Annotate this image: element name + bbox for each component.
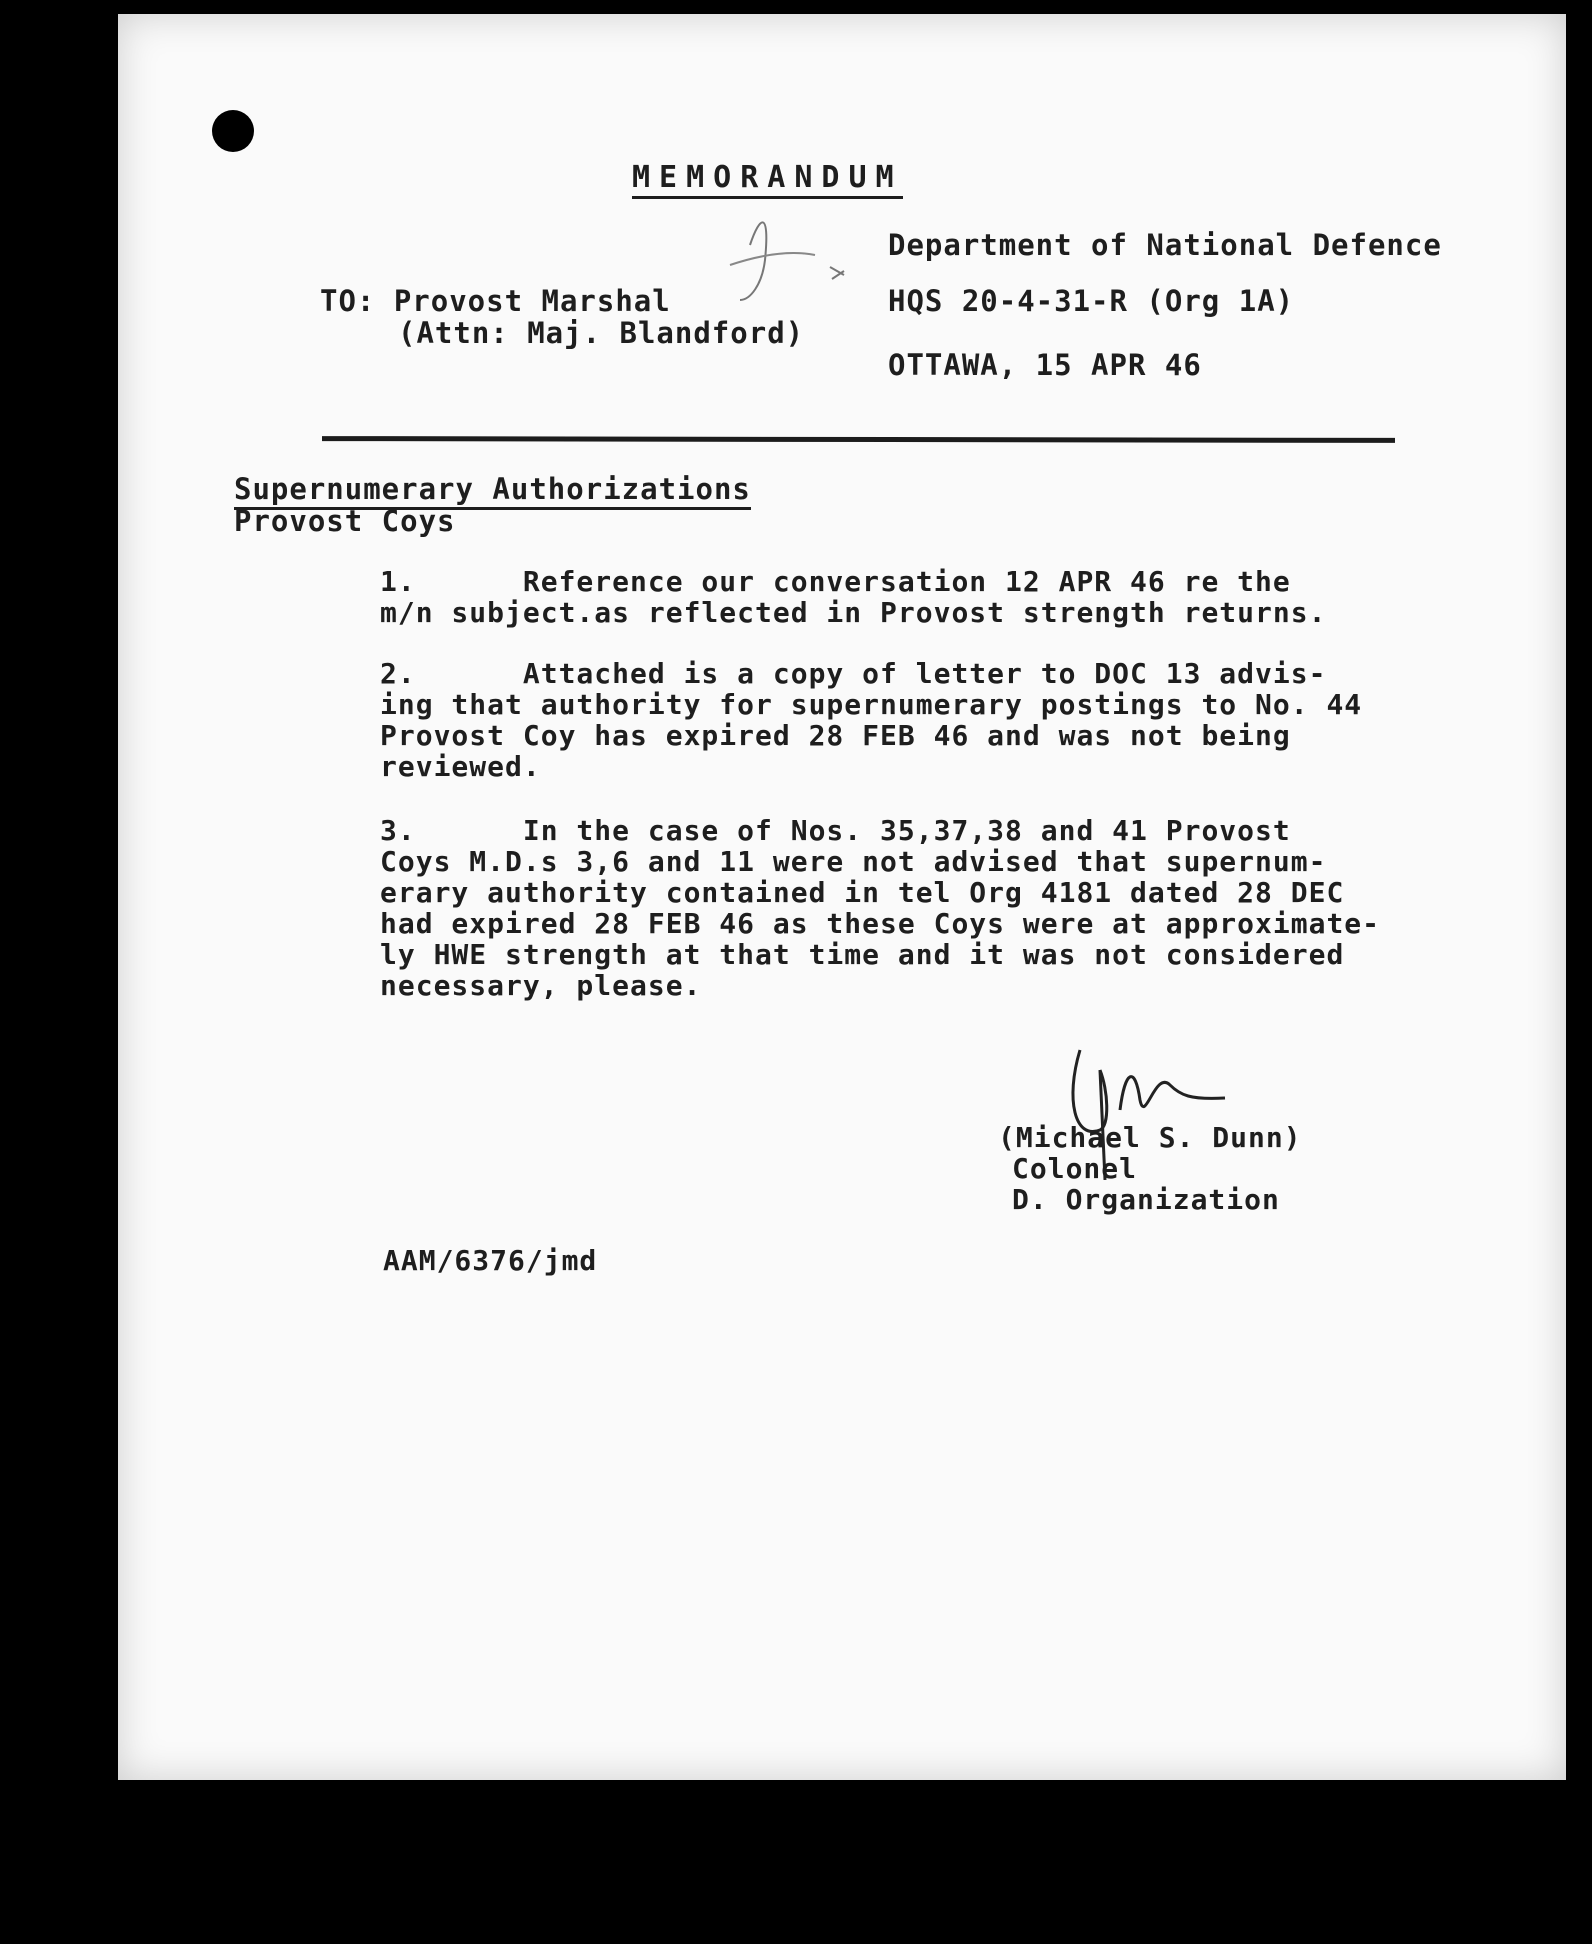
signer-title: D. Organization bbox=[1012, 1183, 1280, 1216]
handwritten-initials-top bbox=[720, 205, 870, 315]
signer-rank: Colonel bbox=[1012, 1152, 1138, 1185]
punch-hole bbox=[212, 110, 254, 152]
paragraph-2: 2. Attached is a copy of letter to DOC 13 advis- ing that authority for supernumerary postings to No. 44 Provost Coy has expired 28 FEB 46 and was not being reviewed. bbox=[380, 657, 1363, 783]
subject-line-2: Provost Coys bbox=[234, 504, 456, 538]
reference-initials: AAM/6376/jmd bbox=[383, 1244, 598, 1277]
file-reference: HQS 20-4-31-R (Org 1A) bbox=[888, 284, 1295, 318]
subject-line-1: Supernumerary Authorizations bbox=[234, 472, 751, 510]
department-name: Department of National Defence bbox=[888, 228, 1442, 262]
memo-title: MEMORANDUM bbox=[632, 160, 903, 199]
signer-name: (Michael S. Dunn) bbox=[998, 1121, 1302, 1154]
signature-block bbox=[998, 1122, 1302, 1215]
attention-line: (Attn: Maj. Blandford) bbox=[398, 316, 805, 350]
to-line: TO: Provost Marshal bbox=[320, 284, 671, 318]
paragraph-3: 3. In the case of Nos. 35,37,38 and 41 Provost Coys M.D.s 3,6 and 11 were not advised that supernum- erary authority contained in tel Org 4181 dated 28 DEC had expired 28 FEB 46 as these Coys were at approximate- ly HWE strength at that time and it was not considered necessary, please. bbox=[380, 814, 1381, 1002]
place-date: OTTAWA, 15 APR 46 bbox=[888, 348, 1202, 382]
paragraph-1: 1. Reference our conversation 12 APR 46 re the m/n subject.as reflected in Provost strength returns. bbox=[380, 565, 1327, 629]
